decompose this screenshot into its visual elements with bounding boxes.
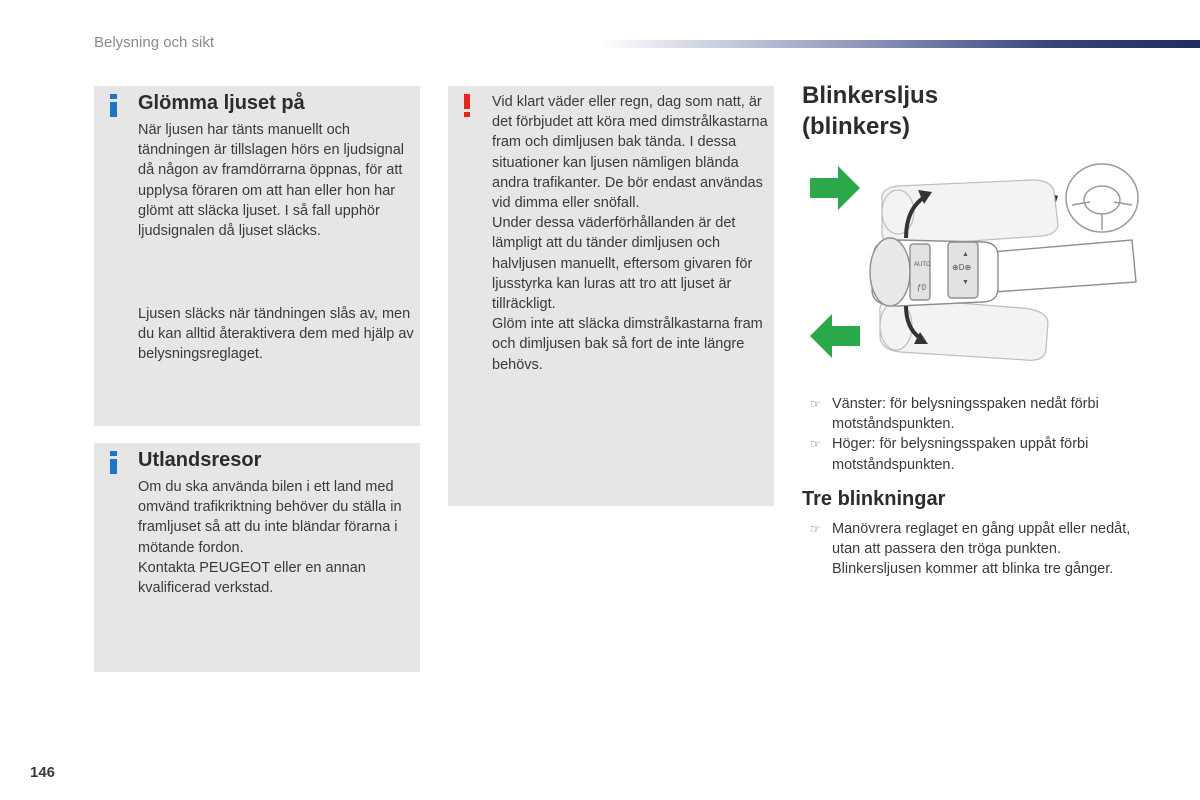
list-item bbox=[810, 394, 1140, 434]
info-box-forget-lights bbox=[94, 86, 420, 426]
svg-text:ƒ0: ƒ0 bbox=[917, 283, 926, 292]
turn-signal-stalk-illustration bbox=[802, 160, 1142, 372]
header-gradient-bar bbox=[600, 40, 1200, 48]
info-box-title: Utlandsresor bbox=[138, 449, 262, 471]
stalk-upper-ghost bbox=[882, 180, 1058, 246]
signal-instructions-list bbox=[810, 394, 1140, 475]
section-title bbox=[802, 80, 938, 142]
svg-text:▼: ▼ bbox=[962, 279, 969, 286]
steering-wheel-icon bbox=[1066, 164, 1138, 232]
list-item-text: Vänster: för belysningsspaken nedåt förbi motståndspunkten. bbox=[832, 396, 1099, 433]
lighting-stalk bbox=[870, 238, 1136, 306]
info-icon bbox=[110, 94, 117, 117]
info-box-paragraph: Om du ska använda bilen i ett land med omvänd trafikriktning behöver du ställa in framljuset så att du inte bländar förarna i mötande fordon. Kontakta PEUGEOT eller en annan kvalificerad verkstad. bbox=[138, 479, 402, 597]
list-item-text: Höger: för belysningsspaken uppåt förbi motståndspunkten. bbox=[832, 436, 1089, 473]
subsection-title: Tre blinkningar bbox=[802, 488, 946, 510]
page-number: 146 bbox=[30, 764, 56, 781]
info-box-title: Glömma ljuset på bbox=[138, 92, 305, 114]
list-item bbox=[810, 519, 1140, 580]
green-arrow-right-icon bbox=[810, 166, 860, 210]
list-item bbox=[810, 434, 1140, 474]
svg-text:▲: ▲ bbox=[962, 251, 969, 258]
three-flash-instructions-list bbox=[810, 519, 1140, 580]
info-box-paragraph: När ljusen har tänts manuellt och tändningen är tillslagen hörs en ljudsignal då någon av framdörrarna öppnas, för att upplysa föraren om att han eller hon har glömt att släcka ljuset. I så fall upphör ljudsignalen då ljuset släcks. bbox=[138, 122, 405, 240]
svg-text:AUTO: AUTO bbox=[914, 262, 931, 268]
pointer-hand-icon: ☞ bbox=[810, 397, 821, 411]
list-item-text: Manövrera reglaget en gång uppåt eller nedåt, utan att passera den tröga punkten. Blinkersljusen kommer att blinka tre gånger. bbox=[832, 521, 1131, 578]
warning-icon bbox=[464, 94, 470, 117]
svg-text:⊕D⊕: ⊕D⊕ bbox=[952, 263, 972, 272]
info-icon bbox=[110, 451, 117, 474]
info-box-paragraph: Ljusen släcks när tändningen slås av, men du kan alltid återaktivera dem med hjälp av belysningsreglaget. bbox=[138, 306, 414, 363]
section-title-line2: (blinkers) bbox=[802, 113, 911, 140]
section-title-line1: Blinkersljus bbox=[802, 82, 939, 109]
warning-box-text: Vid klart väder eller regn, dag som natt, är det förbjudet att köra med dimstrålkastarna fram och dimljusen bak tända. I dessa situationer kan ljusen nämligen blända andra trafikanter. De bör endast användas vid dimma eller snöfall. Under dessa väderförhållanden är det lämpligt att du tänder dimljusen och halvljusen manuellt, eftersom givaren för ljusstyrka kan luras att tro att ljuset är tillräckligt. Glöm inte att släcka dimstrålkastarna fram och dimljusen bak så fort de inte längre behövs. bbox=[492, 94, 768, 373]
warning-box-fog-lights bbox=[448, 86, 774, 506]
green-arrow-left-icon bbox=[810, 314, 860, 358]
pointer-hand-icon: ☞ bbox=[810, 522, 821, 536]
header-section-title: Belysning och sikt bbox=[94, 34, 215, 51]
stalk-diagram bbox=[802, 160, 1142, 372]
info-box-travel-abroad bbox=[94, 443, 420, 672]
pointer-hand-icon: ☞ bbox=[810, 437, 821, 452]
